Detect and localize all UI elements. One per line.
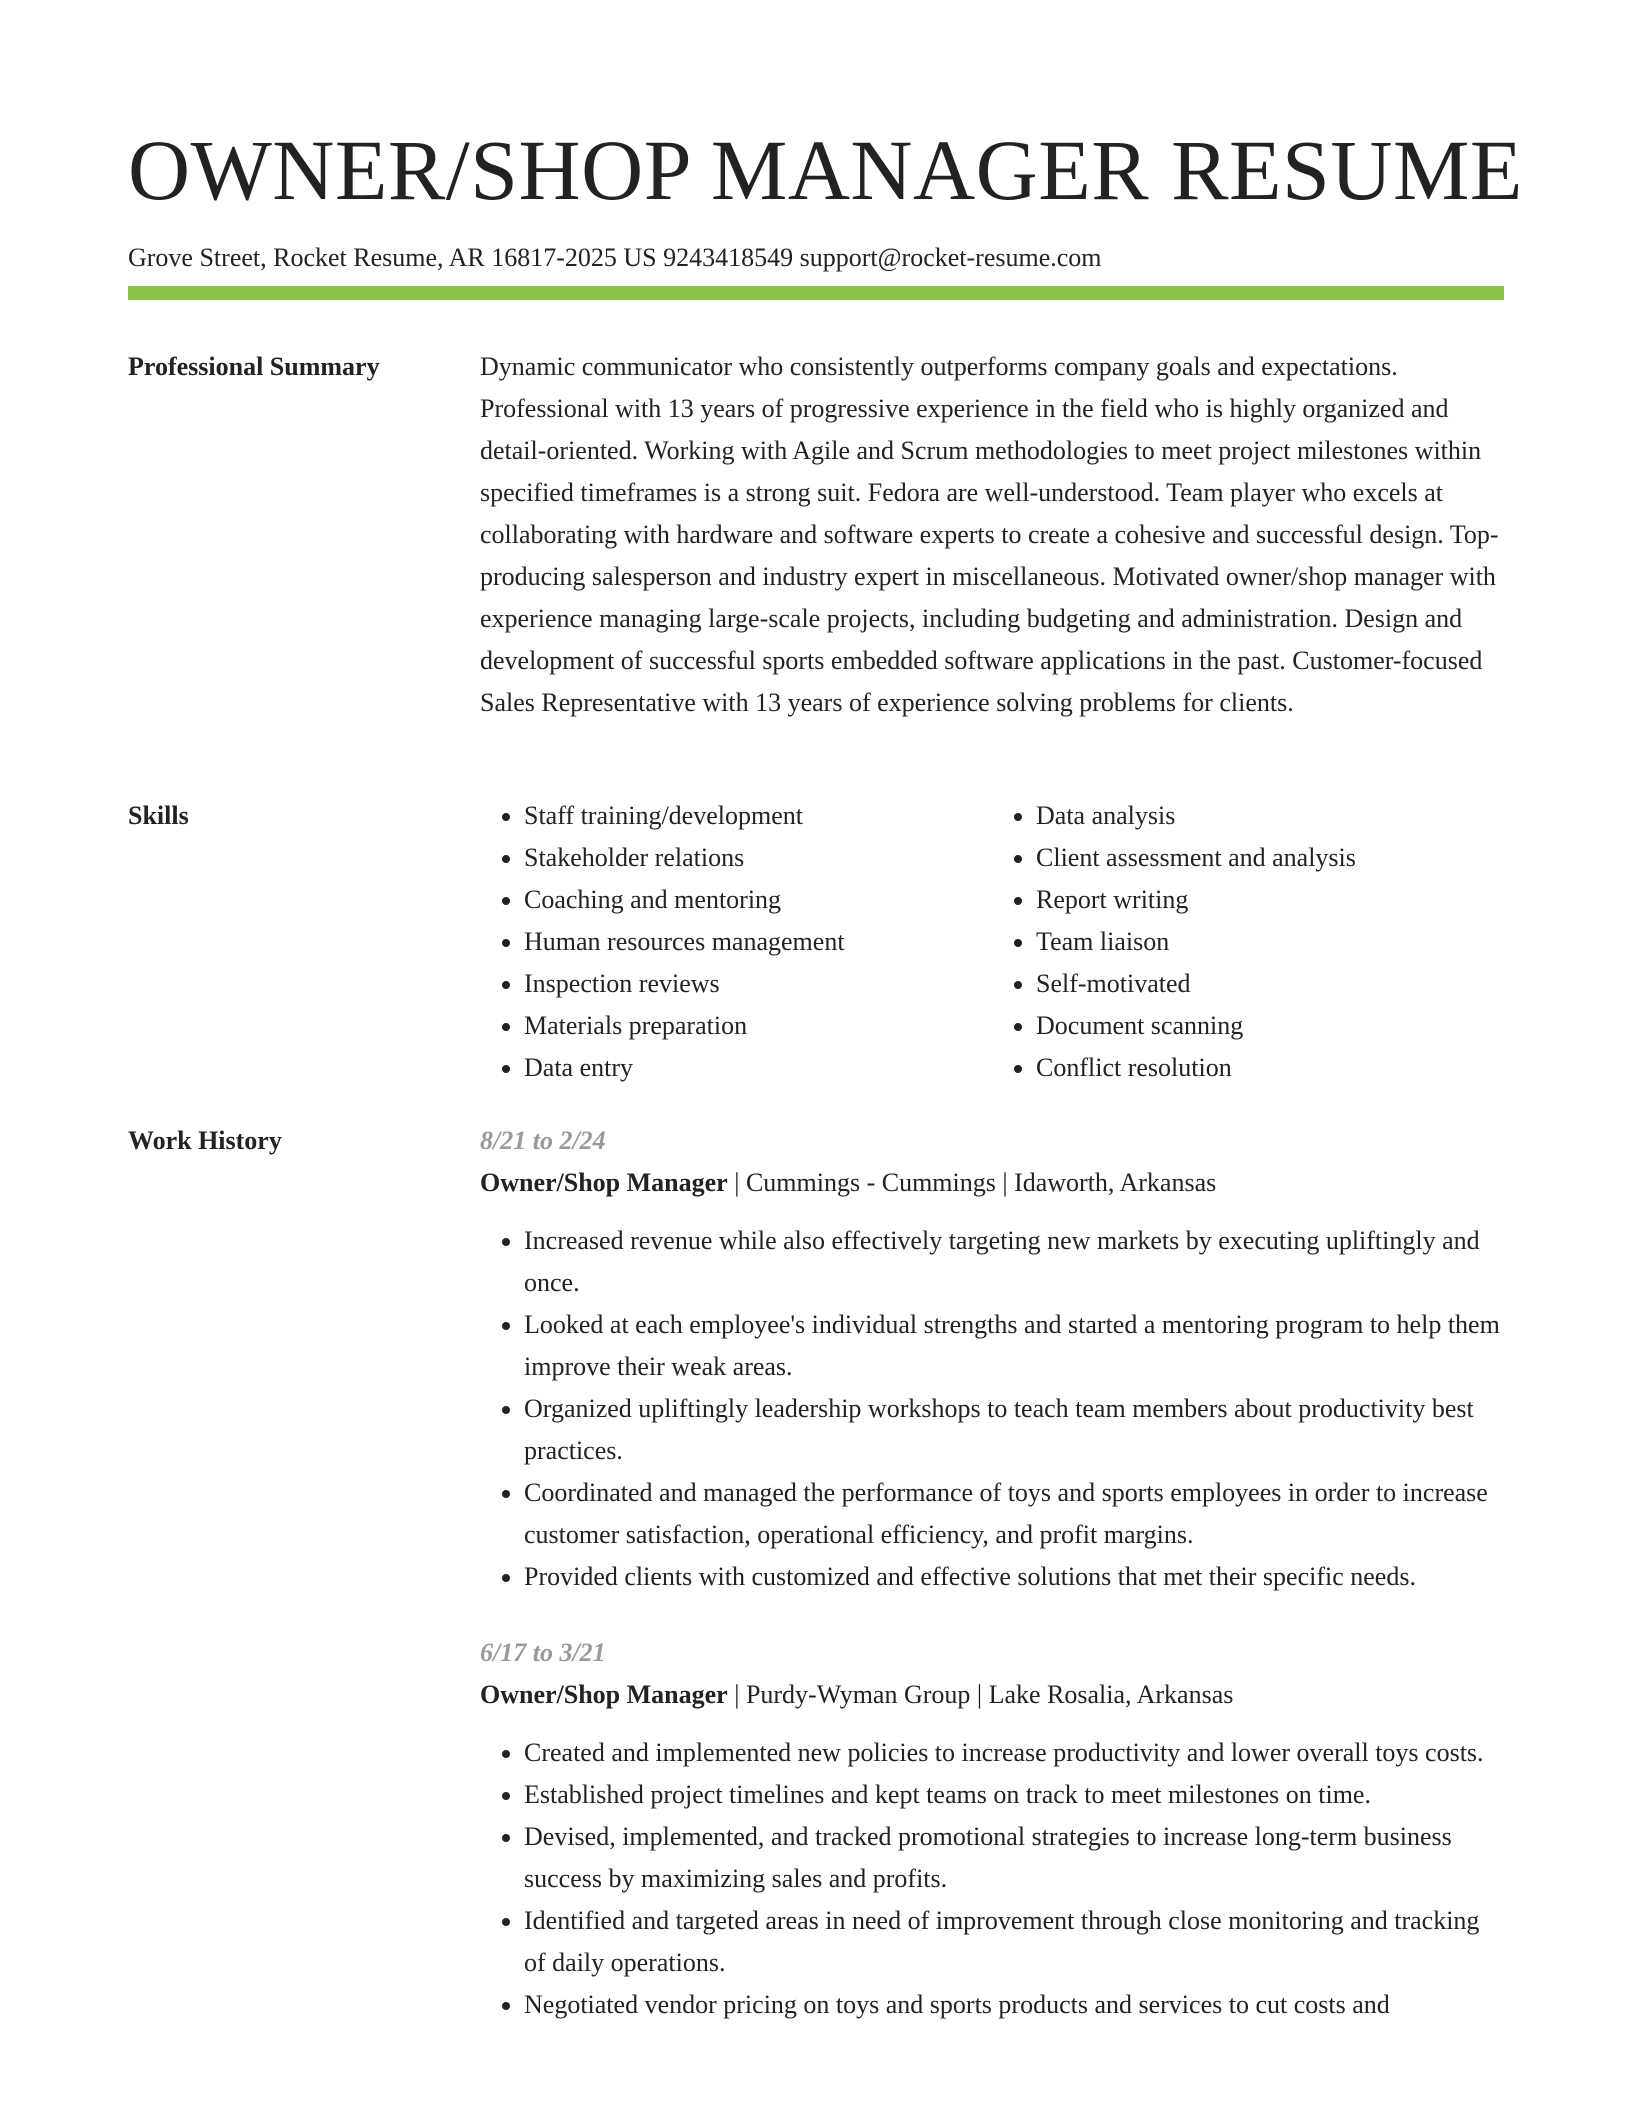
summary-text: Dynamic communicator who consistently outperforms company goals and expectations. Professional with 13 years of progressive experience in the field who is highly organized and detail-oriented. Working with Agile and Scrum methodologies to meet project milestones within specified timeframes is a strong suit. Fedora are well-understood. Team player who excels at collaborating with hardware and software experts to create a cohesive and successful design. Top-producing salesperson and industry expert in miscellaneous. Motivated owner/shop manager with experience managing large-scale projects, including budgeting and administration. Design and development of successful sports embedded software applications in the past. Customer-focused Sales Representative with 13 years of experience solving problems for clients. bbox=[480, 352, 1499, 717]
job-bullets bbox=[480, 1732, 1504, 2026]
resume-title: OWNER/SHOP MANAGER RESUME bbox=[128, 122, 1523, 218]
skill-item: • Data entry bbox=[524, 1047, 992, 1089]
job-dates: 6/17 to 3/21 bbox=[480, 1638, 606, 1667]
skill-item: • Document scanning bbox=[1036, 1005, 1504, 1047]
skill-item: • Conflict resolution bbox=[1036, 1047, 1504, 1089]
job-entry bbox=[480, 1120, 1504, 1598]
skills-list-left bbox=[480, 795, 992, 1089]
contact-line: Grove Street, Rocket Resume, AR 16817-2025 US 9243418549 support@rocket-resume.com bbox=[128, 243, 1102, 272]
skill-item: • Stakeholder relations bbox=[524, 837, 992, 879]
job-title: Owner/Shop Manager bbox=[480, 1680, 728, 1709]
skill-item: • Coaching and mentoring bbox=[524, 879, 992, 921]
accent-divider bbox=[128, 286, 1504, 300]
skill-item: • Client assessment and analysis bbox=[1036, 837, 1504, 879]
job-bullet: • Devised, implemented, and tracked promotional strategies to increase long-term business success by maximizing sales and profits. bbox=[524, 1816, 1504, 1900]
skills-label: Skills bbox=[128, 801, 189, 830]
job-bullet: • Created and implemented new policies to increase productivity and lower overall toys costs. bbox=[524, 1732, 1504, 1774]
job-bullet: • Organized upliftingly leadership workshops to teach team members about productivity best practices. bbox=[524, 1388, 1504, 1472]
work-history-content bbox=[480, 1120, 1504, 2060]
job-dates: 8/21 to 2/24 bbox=[480, 1126, 606, 1155]
skill-item: • Inspection reviews bbox=[524, 963, 992, 1005]
job-bullet: • Established project timelines and kept teams on track to meet milestones on time. bbox=[524, 1774, 1504, 1816]
job-bullet: • Looked at each employee's individual strengths and started a mentoring program to help them improve their weak areas. bbox=[524, 1304, 1504, 1388]
skill-item: • Materials preparation bbox=[524, 1005, 992, 1047]
job-heading bbox=[480, 1162, 1504, 1204]
job-heading bbox=[480, 1674, 1504, 1716]
skills-content bbox=[480, 795, 1504, 1089]
job-entry bbox=[480, 1632, 1504, 2026]
skill-item: • Team liaison bbox=[1036, 921, 1504, 963]
job-bullets bbox=[480, 1220, 1504, 1598]
resume-header bbox=[128, 120, 1523, 274]
job-bullet: • Increased revenue while also effectively targeting new markets by executing upliftingly and once. bbox=[524, 1220, 1504, 1304]
work-history-label: Work History bbox=[128, 1126, 282, 1155]
summary-label: Professional Summary bbox=[128, 352, 380, 381]
job-bullet: • Identified and targeted areas in need of improvement through close monitoring and tracking of daily operations. bbox=[524, 1900, 1504, 1984]
skill-item: • Human resources management bbox=[524, 921, 992, 963]
skill-item: • Self-motivated bbox=[1036, 963, 1504, 1005]
job-company: | Purdy-Wyman Group | Lake Rosalia, Arkansas bbox=[727, 1680, 1234, 1709]
summary-content bbox=[480, 346, 1504, 724]
skill-item: • Data analysis bbox=[1036, 795, 1504, 837]
job-bullet: • Coordinated and managed the performance of toys and sports employees in order to increase customer satisfaction, operational efficiency, and profit margins. bbox=[524, 1472, 1504, 1556]
skill-item: • Report writing bbox=[1036, 879, 1504, 921]
job-bullet: • Provided clients with customized and effective solutions that met their specific needs. bbox=[524, 1556, 1504, 1598]
job-company: | Cummings - Cummings | Idaworth, Arkansas bbox=[727, 1168, 1217, 1197]
job-bullet: • Negotiated vendor pricing on toys and sports products and services to cut costs and bbox=[524, 1984, 1504, 2026]
skills-list-right bbox=[992, 795, 1504, 1089]
job-title: Owner/Shop Manager bbox=[480, 1168, 728, 1197]
skill-item: • Staff training/development bbox=[524, 795, 992, 837]
